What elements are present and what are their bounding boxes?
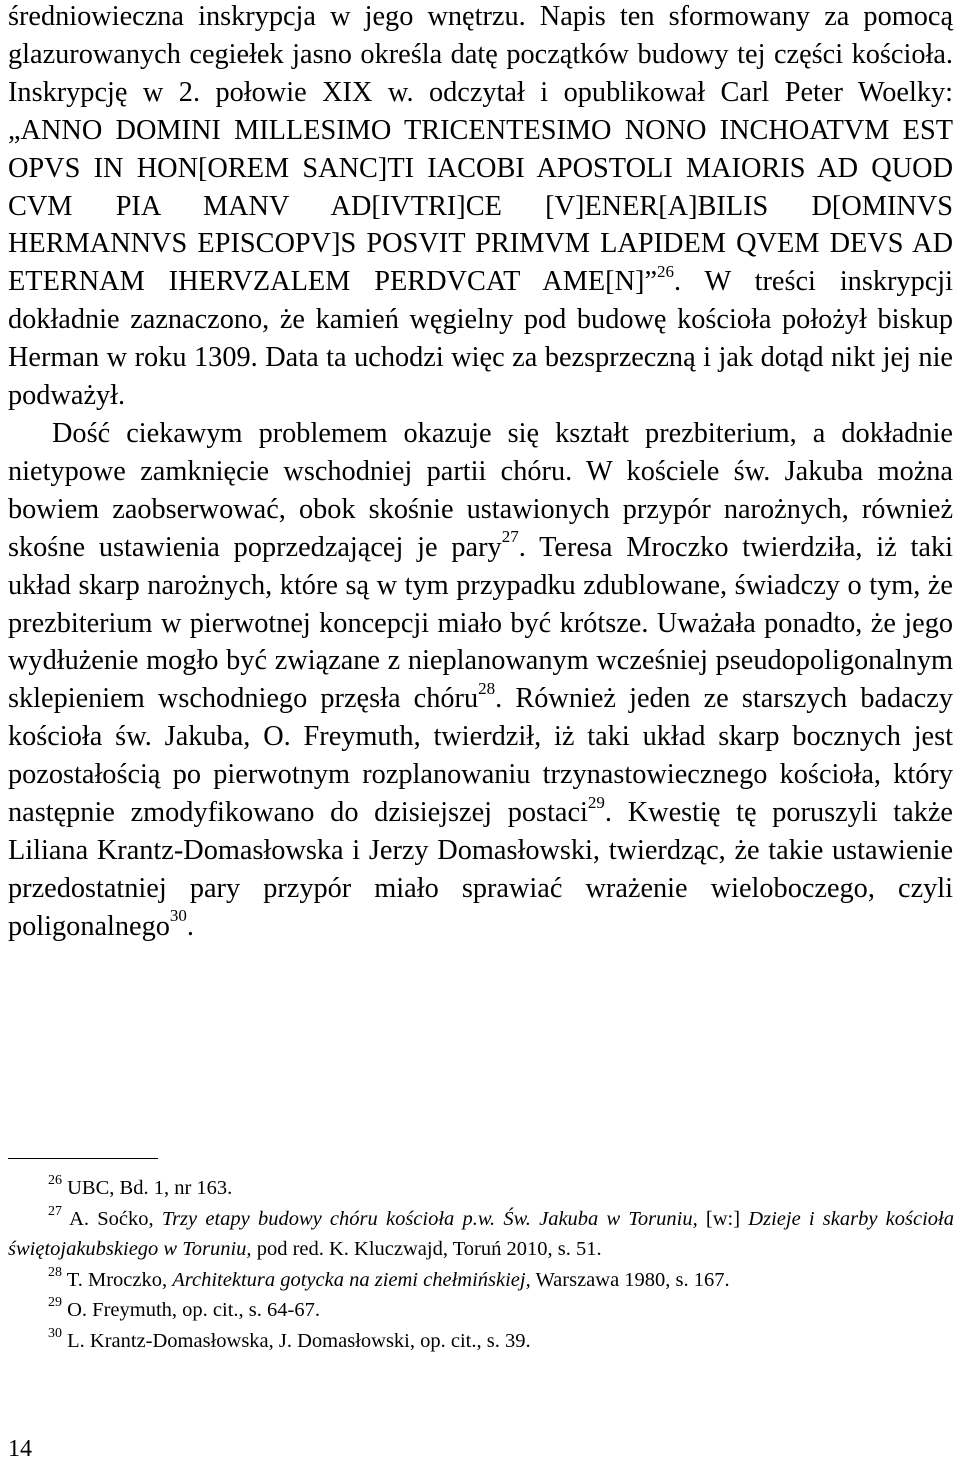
- text-run: pod red. K. Kluczwajd, Toruń 2010, s. 51.: [251, 1238, 602, 1260]
- footnote-reference: 29: [587, 792, 605, 812]
- footnote-reference: 28: [478, 678, 496, 698]
- text-run: L. Krantz-Domasłowska, J. Domasłowski, op. cit., s. 39.: [62, 1329, 531, 1352]
- italic-title: Architektura gotycka na ziemi chełmińskiej,: [172, 1268, 531, 1291]
- footnote-reference: 30: [169, 906, 187, 926]
- footnote-reference: 26: [657, 261, 675, 281]
- text-run: [w:]: [697, 1207, 749, 1230]
- paragraph-2: [8, 415, 953, 946]
- text-run: . Teresa Mroczko twierdziła, iż taki układ skarp narożnych, które są w tym przypadku zdublowane, świadczy o tym, że prezbiterium w pierwotnej koncepcji miało być krótsze. Uważała ponadto, że jego wydłużenie mogło być związane z nieplanowanym wcześniej pseudopoligonalnym sklepieniem wschodniego przęsła chóru: [8, 531, 953, 715]
- text-run: O. Freymuth, op. cit., s. 64-67.: [62, 1299, 320, 1321]
- footnote-separator: [8, 1158, 158, 1159]
- text-run: A. Soćko,: [62, 1207, 162, 1230]
- footnotes: [8, 1173, 954, 1356]
- page-number: 14: [8, 1436, 32, 1462]
- text-run: UBC, Bd. 1, nr 163.: [62, 1177, 233, 1199]
- text-run: Warszawa 1980, s. 167.: [530, 1268, 730, 1291]
- footnote-28: $^{28}$ T. Mroczko, Architektura gotycka na ziemi chełmińskiej, Warszawa 1980, s. 167.: [48, 1264, 730, 1291]
- footnote-29: $^{29}$ O. Freymuth, op. cit., s. 64-67.: [48, 1295, 320, 1321]
- text-run: Dość ciekawym problemem okazuje się kształt prezbiterium, a dokładnie nietypowe zamknięcie wschodniej partii chóru. W kościele św. Jakuba można bowiem zaobserwować, obok skośnie ustawionych przypór narożnych, również skośne ustawienia poprzedzającej je pary: [8, 417, 953, 563]
- text-run: . W treści inskrypcji dokładnie zaznaczono, że kamień węgielny pod budowę kościoła położył biskup Herman w roku 1309. Data ta uchodzi więc za bezsprzeczną i jak dotąd nikt jej nie podważył.: [8, 266, 953, 412]
- footnote-27: $^{27}$ A. Soćko, Trzy etapy budowy chóru kościoła p.w. Św. Jakuba w Toruniu, [w:] Dzieje i skarby kościoła świętojakubskiego w Toruniu, pod red. K. Kluczwajd, Toruń 2010, s. 51.: [8, 1203, 954, 1260]
- italic-title: Dzieje i skarby kościoła świętojakubskiego w Toruniu,: [8, 1207, 954, 1260]
- text-run: T. Mroczko,: [62, 1268, 173, 1291]
- footnote-reference: 27: [501, 527, 519, 547]
- footnote-26: $^{26}$ UBC, Bd. 1, nr 163.: [48, 1173, 233, 1199]
- italic-title: Trzy etapy budowy chóru kościoła p.w. Św. Jakuba w Toruniu,: [161, 1207, 698, 1230]
- main-text: [8, 0, 953, 946]
- footnote-30: $^{30}$ L. Krantz-Domasłowska, J. Domasłowski, op. cit., s. 39.: [48, 1325, 531, 1352]
- text-run: .: [186, 910, 194, 942]
- text-run: średniowieczna inskrypcja w jego wnętrzu. Napis ten sformowany za pomocą glazurowanych cegiełek jasno określa datę początków budowy tej części kościoła. Inskrypcję w 2. połowie XIX w. odczytał i opublikował Carl Peter Woelky: „ANNO DOMINI MILLESIMO TRICENTESIMO NONO INCHOATVM EST OPVS IN HON[OREM SANC]TI IACOBI APOSTOLI MAIORIS AD QUOD CVM PIA MANV AD[IVTRI]CE [V]ENER[A]BILIS D[OMINVS HERMANNVS EPISCOPV]S POSVIT PRIMVM LAPIDEM QVEM DEVS AD ETERNAM IHERVZALEM PERDVCAT AME[N]”: [8, 1, 953, 298]
- text-run: . Kwestię tę poruszyli także Liliana Krantz-Domasłowska i Jerzy Domasłowski, twierdząc, że takie ustawienie przedostatniej pary przypór miało sprawiać wrażenie wieloboczego, czyli poligonalnego: [8, 797, 953, 942]
- text-run: . Również jeden ze starszych badaczy kościoła św. Jakuba, O. Freymuth, twierdził, iż taki układ skarp bocznych jest pozostałością po pierwotnym rozplanowaniu trzynastowiecznego kościoła, który następnie zmodyfikowano do dzisiejszej postaci: [8, 683, 953, 829]
- paragraph-1: [8, 0, 953, 415]
